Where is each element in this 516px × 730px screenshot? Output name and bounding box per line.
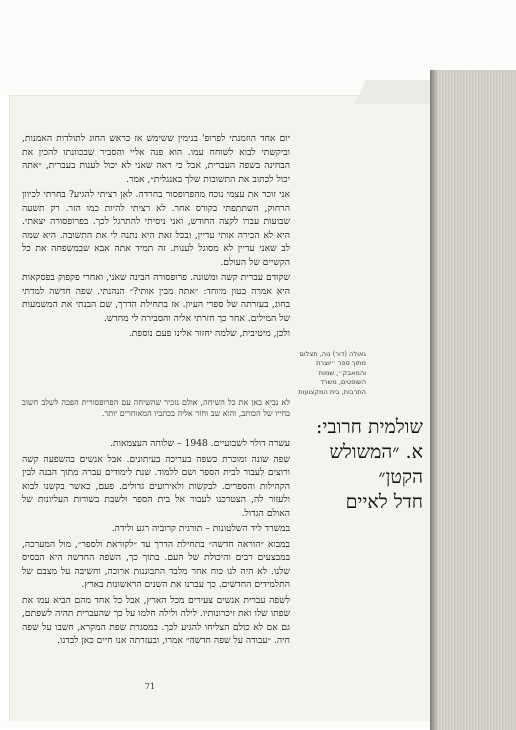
- second-text-column: [22, 437, 290, 650]
- chapter-title: [303, 415, 423, 515]
- footnote: לא נביא כאן את כל השיחה, אולם נזכיר שהשיחה עם הפרופסורית הפכה לשלב חשוב בחייו של הכותב, והוא שב וחזר אליה בכתביו המאוחרים יותר.: [22, 398, 290, 418]
- main-text-column: [22, 132, 290, 343]
- image-caption: גאולה (דור) נוה, תצלום מתוך ספר ״יוצרת והמאבק״, שמות השופטים, משרד התרבות, בית המקצועות: [298, 350, 366, 396]
- paragraph: אני זוכר את עצמי נוכח מהפרופסור בחרדה. לאן רציתי להגיע? בחרתי לכיוון הרחוק, השתתפתי בקורס אחר. לא רציתי להיות כמו הזר. רק תשעה שבועות עברו לקצה החודש, ואני ניסיתי להתרגל לכך. בפרופסורה יצאתי. היא לא הכירה אותי עדיין, ובכל זאת היא נתנה לי את התשובה. היא שמה לב שאני עדיין לא מסוגל לענות. זה תמיד אתה אבא שבמשפחה את כל הקשיים של העולם.: [22, 189, 290, 268]
- paragraph: לשפה עברית אנשים צעירים מכל הארץ, אבל כל אחד מהם הביא עמו את שפתו שלו ואת זיכרונותיו. לילה ולילה חלמו על כך שהעברית תהיה לשפתם, גם אם לא כולם הצליחו להגיע לכך. במסגרת שפת המקרא, חשבו על שפה חיה. ״עבודה על שפה חדשה״ אמרו, ובעזרתה אנו חיים כאן לבדנו.: [22, 594, 290, 646]
- page-number: 71: [144, 682, 156, 691]
- scan-bottom-margin: [0, 721, 430, 728]
- title-line: חדל לאיים: [345, 491, 423, 513]
- book-page-edges: [430, 70, 516, 730]
- paragraph: במבוא ״הוראה חדשה״ בתחילת הדרך עד ״לקוראת ולספר״, מול המערכה, במבצעים רבים והיכולת של העם. בתוך כך, השפה החדשה היא הבסיס שלנו. לא היה לנו כוח אחר מלבד התבוננות ארוכה, וחשיבה על מצבם של התלמידים החדשים. כך עברנו את השנים הראשונות בארץ.: [22, 538, 290, 590]
- paragraph: במשרד ליד השלטונות – תורגית קרוביה רגע ולידה.: [111, 523, 290, 534]
- title-line: הקטן״: [378, 466, 423, 488]
- paragraph: שקודם עברית קשה ומשונה. פרופסורה הבינה שאני, ואחרי פקפוק בפסקאות היא אמרה בטון מיוחד: ״אתה מבין אותי?״ הנהנתי. שפה חדשה למדתי בחוג, בעזרתה של ספרי העיון. אז בתחילת הדרך, שם הבנתי את המשמעות של המילים. אחר כך חזרתי אליה והסבירה לי מחדש.: [22, 272, 290, 324]
- paragraph: שפה שונה ומוכרת כשפה בעריכה בעיתונים. אבל אנשים בהשפעה קשה ורוצים לעבור לבית הספר ושם ללמוד. שנת לימודים עברה מתוך הבנה לבין הקהילות והספרים. לבקשות ולאירועים גדולים. פעם, כאשר בקשנו לבוא ולעזור לה, הצטרכנו לעבור אל בית הספר ולשבת בשורות העליונות של האולם הגדול.: [22, 453, 290, 519]
- paragraph: יום אחד הוזמנתי לפרופ' בנימין ששימש אז כראש החוג לתולדות האמנות, וביקשתי לבוא לשוחח עמו. הוא פנה אליי והסביר שבכוונתו להכין את הבחינה בשפה העברית, אבל כי ראה שאני לא יכול לענות בעברית, ״אתה יכול לכתוב את התשובות שלך באנגלית״, אמר.: [22, 133, 290, 185]
- title-line: א. ״המשולש: [329, 441, 423, 463]
- book-spine-shadow: [430, 70, 438, 730]
- title-line: שולמית חרובי:: [315, 416, 423, 438]
- closing-line: ולכן, מיטיבית, שלמה יחזור אלינו פעם נוספת.: [128, 328, 290, 339]
- paragraph: עשרה דולר לשבועיים. 1948 – שלוחה העצמאות.: [110, 438, 290, 449]
